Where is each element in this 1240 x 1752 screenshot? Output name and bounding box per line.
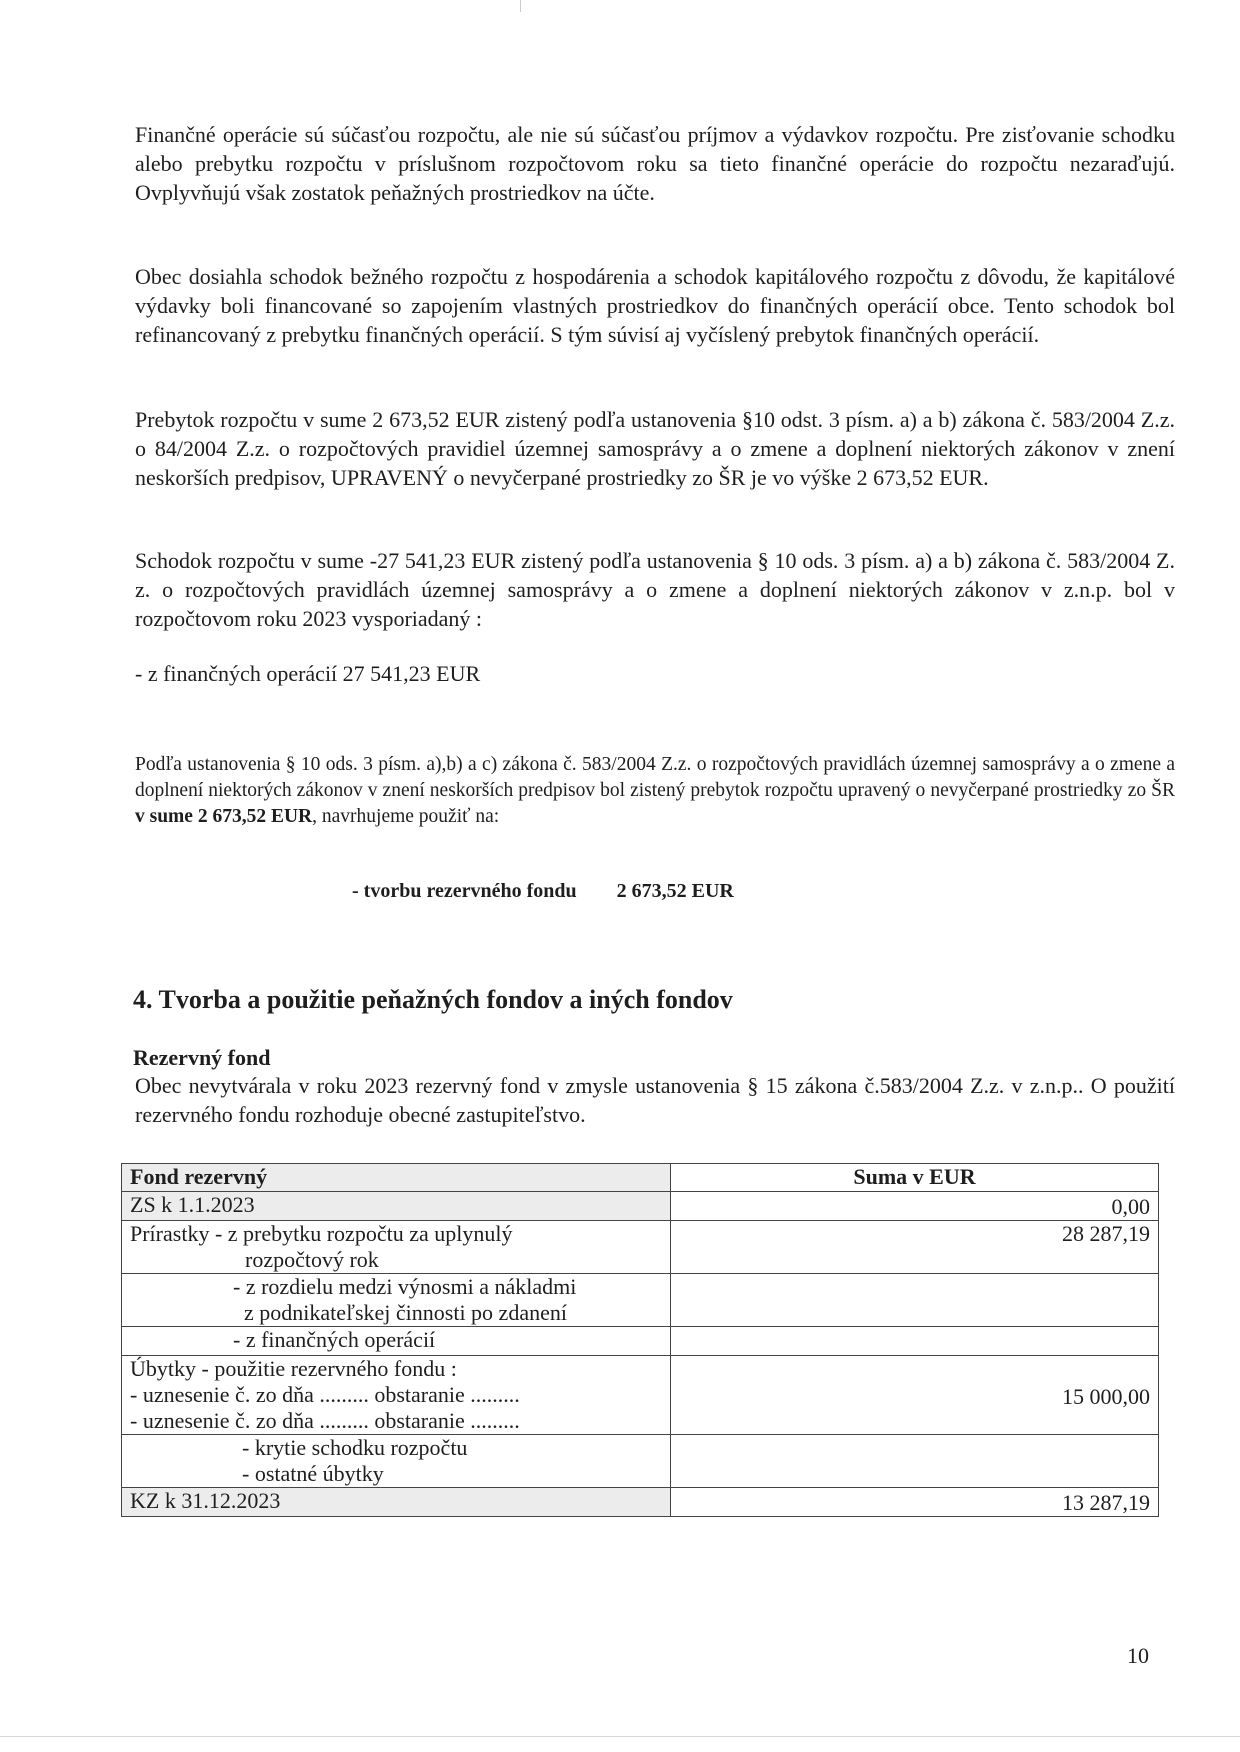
table-cell-label xyxy=(122,1327,671,1356)
table-cell-value: 0,00 xyxy=(671,1192,1159,1221)
label-line: z podnikateľskej činnosti po zdanení xyxy=(244,1300,567,1325)
table-cell-value xyxy=(671,1274,1159,1327)
table-cell-value xyxy=(671,1327,1159,1356)
allocation-amount: 2 673,52 EUR xyxy=(616,880,734,902)
section-heading: 4. Tvorba a použitie peňažných fondov a iných fondov xyxy=(133,985,733,1014)
table-row xyxy=(122,1356,1159,1435)
label-line: - uznesenie č. zo dňa ......... obstaranie ......... xyxy=(130,1408,520,1433)
paragraph-financial-operations-amount: - z finančných operácií 27 541,23 EUR xyxy=(135,661,481,686)
scan-artifact-line xyxy=(0,1736,1240,1737)
table-cell-label xyxy=(122,1435,671,1488)
table-cell-value: 15 000,00 xyxy=(671,1356,1159,1435)
paragraph-financial-operations: Finančné operácie sú súčasťou rozpočtu, ale nie sú súčasťou príjmov a výdavkov rozpočtu. Pre zisťovanie schodku alebo prebytku rozpočtu v príslušnom rozpočtovom roku sa tieto finančné operácie do rozpočtu nezaraďujú. Ovplyvňujú však zostatok peňažných prostriedkov na účte. xyxy=(135,122,1175,205)
proposal-text-start: Podľa ustanovenia § 10 ods. 3 písm. a),b) a c) zákona č. 583/2004 Z.z. o rozpočtových pravidlách územnej samosprávy a o zmene a doplnení niektorých zákonov v znení neskorších predpisov bol zistený prebytok rozpočtu upravený o nevyčerpané prostriedky zo ŠR xyxy=(135,754,1175,801)
table-row xyxy=(122,1435,1159,1488)
proposal-amount-bold: v sume 2 673,52 EUR xyxy=(135,806,313,827)
table-header-amount: Suma v EUR xyxy=(671,1164,1159,1192)
paragraph-surplus-proposal xyxy=(135,752,1175,830)
paragraph-budget-deficit: Schodok rozpočtu v sume -27 541,23 EUR zistený podľa ustanovenia § 10 ods. 3 písm. a) a b) zákona č. 583/2004 Z. z. o rozpočtových pravidlách územnej samosprávy a o zmene a doplnení niektorých zákonov v z.n.p. bol v rozpočtovom roku 2023 vysporiadaný : xyxy=(135,548,1175,631)
label-line: - z finančných operácií xyxy=(233,1327,436,1352)
table-header-fund: Fond rezervný xyxy=(122,1164,671,1192)
label-line: Prírastky - z prebytku rozpočtu za uplynulý xyxy=(130,1221,513,1246)
paragraph-budget-surplus: Prebytok rozpočtu v sume 2 673,52 EUR zistený podľa ustanovenia §10 odst. 3 písm. a) a b) zákona č. 583/2004 Z.z. o 84/2004 Z.z. o rozpočtových pravidiel územnej samosprávy a o zmene a doplnení niektorých zákonov v znení neskorších predpisov, UPRAVENÝ o nevyčerpané prostriedky zo ŠR je vo výške 2 673,52 EUR. xyxy=(135,407,1175,490)
proposal-text-end: , navrhujeme použiť na: xyxy=(312,806,500,827)
section-subheading: Rezervný fond xyxy=(133,1045,271,1070)
table-row xyxy=(122,1274,1159,1327)
table-header-row xyxy=(122,1164,1159,1192)
label-line: Úbytky - použitie rezervného fondu : xyxy=(130,1356,457,1381)
table-cell-value: 13 287,19 xyxy=(671,1488,1159,1517)
table-cell-label xyxy=(122,1221,671,1274)
paragraph-deficit-explanation: Obec dosiahla schodok bežného rozpočtu z hospodárenia a schodok kapitálového rozpočtu z dôvodu, že kapitálové výdavky boli financované so zapojením vlastných prostriedkov do finančných operácií obce. Tento schodok bol refinancovaný z prebytku finančných operácií. S tým súvisí aj vyčíslený prebytok finančných operácií. xyxy=(135,264,1175,347)
label-line: - uznesenie č. zo dňa ......... obstaranie ......... xyxy=(130,1382,520,1407)
page-number: 10 xyxy=(1127,1643,1149,1668)
table-cell-value: 28 287,19 xyxy=(671,1221,1159,1274)
table-cell-value xyxy=(671,1435,1159,1488)
table-cell-label: ZS k 1.1.2023 xyxy=(122,1192,671,1221)
table-row xyxy=(122,1327,1159,1356)
label-line: - z rozdielu medzi výnosmi a nákladmi xyxy=(233,1274,577,1299)
allocation-line xyxy=(352,880,734,903)
allocation-label: - tvorbu rezervného fondu xyxy=(352,880,577,902)
label-line: rozpočtový rok xyxy=(245,1247,379,1272)
table-cell-label xyxy=(122,1356,671,1435)
paragraph-reserve-fund: Obec nevytvárala v roku 2023 rezervný fond v zmysle ustanovenia § 15 zákona č.583/2004 Z.z. v z.n.p.. O použití rezervného fondu rozhoduje obecné zastupiteľstvo. xyxy=(135,1073,1175,1127)
table-row xyxy=(122,1192,1159,1221)
table-cell-label xyxy=(122,1274,671,1327)
table-row xyxy=(122,1488,1159,1517)
table-row xyxy=(122,1221,1159,1274)
label-line: - ostatné úbytky xyxy=(242,1461,384,1486)
scan-artifact-line xyxy=(520,0,521,12)
reserve-fund-table xyxy=(121,1163,1159,1517)
label-line: - krytie schodku rozpočtu xyxy=(242,1435,468,1460)
table-cell-label: KZ k 31.12.2023 xyxy=(122,1488,671,1517)
